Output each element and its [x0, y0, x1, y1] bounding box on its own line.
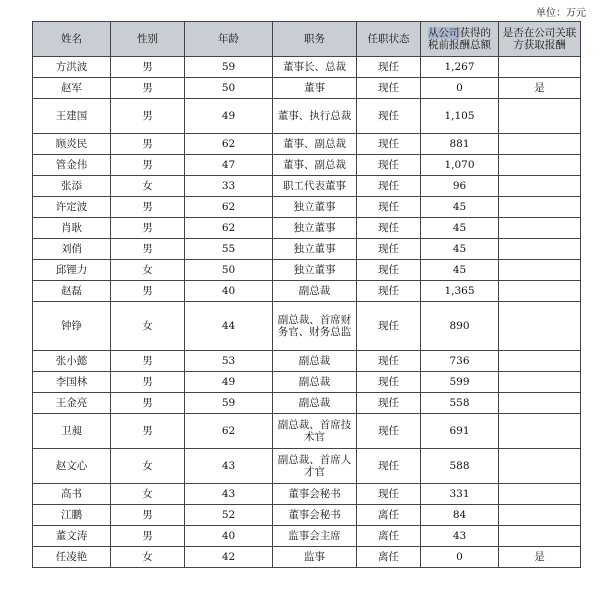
cell-pay: 599: [421, 372, 499, 393]
cell-status: 现任: [357, 239, 421, 260]
cell-related: [499, 526, 581, 547]
cell-related: [499, 134, 581, 155]
header-pay-rest: 获得的税前报酬总额: [428, 27, 491, 51]
cell-related: [499, 197, 581, 218]
cell-pay: 84: [421, 505, 499, 526]
cell-position: 独立董事: [273, 218, 357, 239]
header-age: 年龄: [185, 22, 273, 57]
cell-age: 44: [185, 302, 273, 351]
cell-gender: 男: [111, 414, 185, 449]
cell-position: 副总裁: [273, 393, 357, 414]
cell-name: 张小懿: [33, 351, 111, 372]
cell-status: 现任: [357, 197, 421, 218]
cell-name: 赵磊: [33, 281, 111, 302]
cell-name: 许定波: [33, 197, 111, 218]
cell-pay: 43: [421, 526, 499, 547]
cell-position: 副总裁、首席财务官、财务总监: [273, 302, 357, 351]
cell-related: 是: [499, 78, 581, 99]
table-row: [33, 302, 581, 351]
cell-gender: 女: [111, 302, 185, 351]
cell-name: 任凌艳: [33, 547, 111, 568]
cell-pay: 45: [421, 197, 499, 218]
cell-position: 监事: [273, 547, 357, 568]
header-pay: [421, 22, 499, 57]
cell-pay: 558: [421, 393, 499, 414]
cell-age: 43: [185, 449, 273, 484]
table-row: [33, 484, 581, 505]
cell-age: 62: [185, 134, 273, 155]
cell-gender: 女: [111, 260, 185, 281]
header-gender: 性别: [111, 22, 185, 57]
cell-pay: 45: [421, 260, 499, 281]
cell-gender: 男: [111, 57, 185, 78]
cell-status: 现任: [357, 78, 421, 99]
cell-name: 肖耿: [33, 218, 111, 239]
cell-gender: 男: [111, 218, 185, 239]
cell-gender: 男: [111, 393, 185, 414]
cell-related: [499, 302, 581, 351]
cell-name: 方洪波: [33, 57, 111, 78]
table-row: [33, 351, 581, 372]
cell-age: 42: [185, 547, 273, 568]
table-row: [33, 197, 581, 218]
cell-related: [499, 281, 581, 302]
cell-status: 离任: [357, 526, 421, 547]
cell-name: 赵军: [33, 78, 111, 99]
cell-position: 董事会秘书: [273, 484, 357, 505]
cell-gender: 男: [111, 78, 185, 99]
cell-gender: 男: [111, 351, 185, 372]
cell-gender: 女: [111, 547, 185, 568]
cell-pay: 890: [421, 302, 499, 351]
cell-name: 江鹏: [33, 505, 111, 526]
cell-position: 董事长、总裁: [273, 57, 357, 78]
cell-related: [499, 414, 581, 449]
cell-status: 现任: [357, 372, 421, 393]
cell-age: 62: [185, 414, 273, 449]
cell-pay: 1,070: [421, 155, 499, 176]
cell-position: 副总裁、首席人才官: [273, 449, 357, 484]
cell-age: 62: [185, 197, 273, 218]
cell-position: 独立董事: [273, 197, 357, 218]
cell-age: 53: [185, 351, 273, 372]
cell-gender: 男: [111, 281, 185, 302]
cell-pay: 331: [421, 484, 499, 505]
cell-pay: 45: [421, 239, 499, 260]
cell-related: [499, 218, 581, 239]
cell-age: 43: [185, 484, 273, 505]
cell-related: [499, 393, 581, 414]
cell-name: 董文涛: [33, 526, 111, 547]
cell-status: 离任: [357, 547, 421, 568]
cell-related: [499, 505, 581, 526]
cell-age: 33: [185, 176, 273, 197]
cell-age: 47: [185, 155, 273, 176]
unit-label: 单位：万元: [536, 8, 586, 19]
table-row: [33, 505, 581, 526]
cell-age: 40: [185, 281, 273, 302]
table-row: [33, 260, 581, 281]
cell-status: 现任: [357, 449, 421, 484]
cell-name: 顾炎民: [33, 134, 111, 155]
cell-pay: 45: [421, 218, 499, 239]
cell-age: 40: [185, 526, 273, 547]
cell-gender: 男: [111, 99, 185, 134]
table-row: [33, 414, 581, 449]
cell-name: 赵文心: [33, 449, 111, 484]
cell-position: 监事会主席: [273, 526, 357, 547]
cell-age: 50: [185, 78, 273, 99]
cell-gender: 男: [111, 526, 185, 547]
cell-related: [499, 155, 581, 176]
cell-position: 董事会秘书: [273, 505, 357, 526]
cell-status: 现任: [357, 57, 421, 78]
cell-gender: 男: [111, 197, 185, 218]
cell-name: 高书: [33, 484, 111, 505]
table-row: [33, 218, 581, 239]
cell-position: 董事、执行总裁: [273, 99, 357, 134]
cell-position: 董事、副总裁: [273, 134, 357, 155]
cell-age: 52: [185, 505, 273, 526]
compensation-table: [32, 21, 581, 568]
cell-related: [499, 239, 581, 260]
cell-name: 李国林: [33, 372, 111, 393]
cell-status: 现任: [357, 393, 421, 414]
cell-status: 现任: [357, 134, 421, 155]
table-row: [33, 526, 581, 547]
cell-related: [499, 449, 581, 484]
table-row: [33, 176, 581, 197]
cell-age: 49: [185, 372, 273, 393]
cell-pay: 1,267: [421, 57, 499, 78]
cell-gender: 男: [111, 372, 185, 393]
cell-age: 50: [185, 260, 273, 281]
cell-gender: 男: [111, 155, 185, 176]
table-row: [33, 57, 581, 78]
cell-position: 董事、副总裁: [273, 155, 357, 176]
cell-pay: 881: [421, 134, 499, 155]
header-name: 姓名: [33, 22, 111, 57]
table-row: [33, 239, 581, 260]
table-row: [33, 99, 581, 134]
cell-related: [499, 484, 581, 505]
cell-position: 副总裁、首席技术官: [273, 414, 357, 449]
cell-related: [499, 57, 581, 78]
header-position: 职务: [273, 22, 357, 57]
table-row: [33, 155, 581, 176]
cell-position: 副总裁: [273, 281, 357, 302]
cell-position: 独立董事: [273, 239, 357, 260]
cell-gender: 女: [111, 449, 185, 484]
cell-gender: 男: [111, 239, 185, 260]
cell-pay: 0: [421, 78, 499, 99]
table-row: [33, 547, 581, 568]
cell-name: 王金亮: [33, 393, 111, 414]
cell-related: [499, 372, 581, 393]
cell-status: 现任: [357, 302, 421, 351]
cell-age: 49: [185, 99, 273, 134]
cell-name: 王建国: [33, 99, 111, 134]
header-related: 是否在公司关联方获取报酬: [499, 22, 581, 57]
cell-gender: 男: [111, 134, 185, 155]
cell-name: 刘俏: [33, 239, 111, 260]
cell-position: 副总裁: [273, 351, 357, 372]
cell-status: 离任: [357, 505, 421, 526]
cell-position: 独立董事: [273, 260, 357, 281]
cell-position: 职工代表董事: [273, 176, 357, 197]
cell-name: 钟铮: [33, 302, 111, 351]
table-row: [33, 393, 581, 414]
cell-gender: 女: [111, 484, 185, 505]
cell-age: 59: [185, 393, 273, 414]
cell-pay: 588: [421, 449, 499, 484]
cell-related: [499, 176, 581, 197]
cell-name: 卫昶: [33, 414, 111, 449]
cell-related: [499, 99, 581, 134]
cell-status: 现任: [357, 260, 421, 281]
cell-name: 邱锂力: [33, 260, 111, 281]
cell-gender: 女: [111, 176, 185, 197]
cell-status: 现任: [357, 484, 421, 505]
table-row: [33, 281, 581, 302]
cell-status: 现任: [357, 351, 421, 372]
table-row: [33, 78, 581, 99]
table-row: [33, 134, 581, 155]
cell-gender: 男: [111, 505, 185, 526]
cell-status: 现任: [357, 281, 421, 302]
cell-pay: 96: [421, 176, 499, 197]
header-row: [33, 22, 581, 57]
cell-status: 现任: [357, 155, 421, 176]
cell-status: 现任: [357, 176, 421, 197]
cell-position: 副总裁: [273, 372, 357, 393]
cell-age: 59: [185, 57, 273, 78]
header-status: 任职状态: [357, 22, 421, 57]
cell-pay: 1,105: [421, 99, 499, 134]
table-row: [33, 449, 581, 484]
cell-age: 55: [185, 239, 273, 260]
cell-pay: 736: [421, 351, 499, 372]
cell-related: 是: [499, 547, 581, 568]
cell-name: 张添: [33, 176, 111, 197]
cell-related: [499, 351, 581, 372]
cell-related: [499, 260, 581, 281]
cell-pay: 691: [421, 414, 499, 449]
cell-status: 现任: [357, 99, 421, 134]
table-row: [33, 372, 581, 393]
cell-age: 62: [185, 218, 273, 239]
cell-pay: 0: [421, 547, 499, 568]
cell-pay: 1,365: [421, 281, 499, 302]
cell-name: 管金伟: [33, 155, 111, 176]
cell-position: 董事: [273, 78, 357, 99]
cell-status: 现任: [357, 218, 421, 239]
cell-status: 现任: [357, 414, 421, 449]
header-pay-highlight: 从公司: [428, 27, 460, 39]
